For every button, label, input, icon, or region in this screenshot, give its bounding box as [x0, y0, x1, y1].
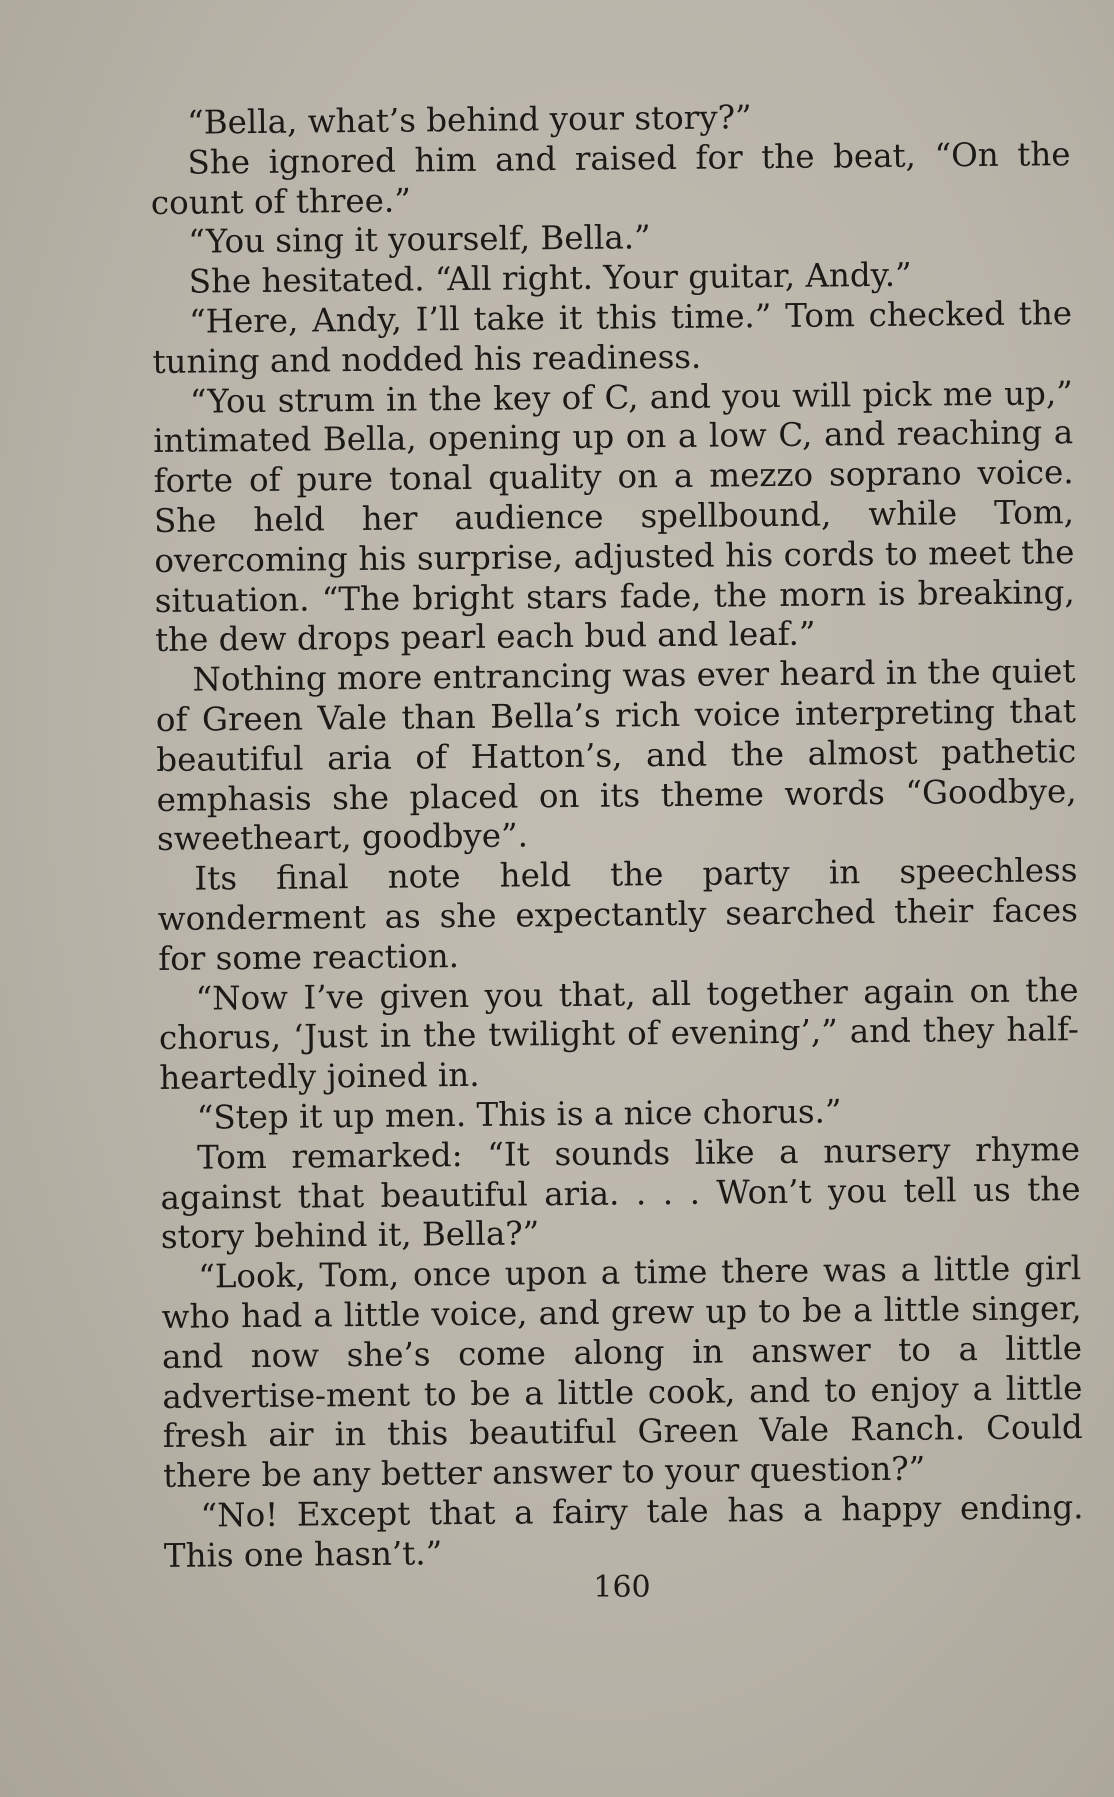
paragraph: “Now I’ve given you that, all together again on the chorus, ‘Just in the twilight of evening’,” and they half-heartedly joined in. [158, 970, 1080, 1098]
paragraph: “Bella, what’s behind your story?” [186, 98, 752, 142]
paragraph: She ignored him and raised for the beat, “On the count of three.” [150, 134, 1071, 222]
body-text [150, 95, 1084, 1576]
paragraph: “Here, Andy, I’ll take it this time.” Tom checked the tuning and nodded his readiness. [152, 294, 1073, 381]
paragraph: She hesitated. “All right. Your guitar, Andy.” [188, 255, 912, 301]
page-number: 160 [593, 1570, 651, 1605]
paragraph: Tom remarked: “It sounds like a nursery rhyme against that beautiful aria. . . . Won’t you tell us the story behind it, Bella?” [160, 1129, 1081, 1257]
paragraph: “Step it up men. This is a nice chorus.” [196, 1092, 842, 1137]
paragraph: Nothing more entrancing was ever heard in the quiet of Green Vale than Bella’s rich voice interpreting that beautiful aria of Hatton’s, and the almost pathetic emphasis she placed on its theme words “Goodbye, sweetheart, goodbye”. [155, 652, 1077, 859]
paragraph: “You sing it yourself, Bella.” [188, 218, 651, 262]
paragraph: “Look, Tom, once upon a time there was a little girl who had a little voice, and grew up to be a little singer, and now she’s come along in answer to a little advertise-ment to be a little cook, and to enjoy a little fresh air in this beautiful Green Vale Ranch. Could there be any better answer to your question?” [161, 1249, 1083, 1496]
paragraph: “You strum in the key of C, and you will pick me up,” intimated Bella, opening up on a low C, and reaching a forte of pure tonal quality on a mezzo soprano voice. She held her audience spellbound, while Tom, overcoming his surprise, adjusted his cords to meet the situation. “The bright stars fade, the morn is breaking, the dew drops pearl each bud and leaf.” [153, 373, 1075, 660]
paragraph: Its final note held the party in speechless wonderment as she expectantly searched their faces for some reaction. [157, 851, 1078, 978]
paragraph: “No! Except that a fairy tale has a happy ending. This one hasn’t.” [163, 1487, 1084, 1575]
